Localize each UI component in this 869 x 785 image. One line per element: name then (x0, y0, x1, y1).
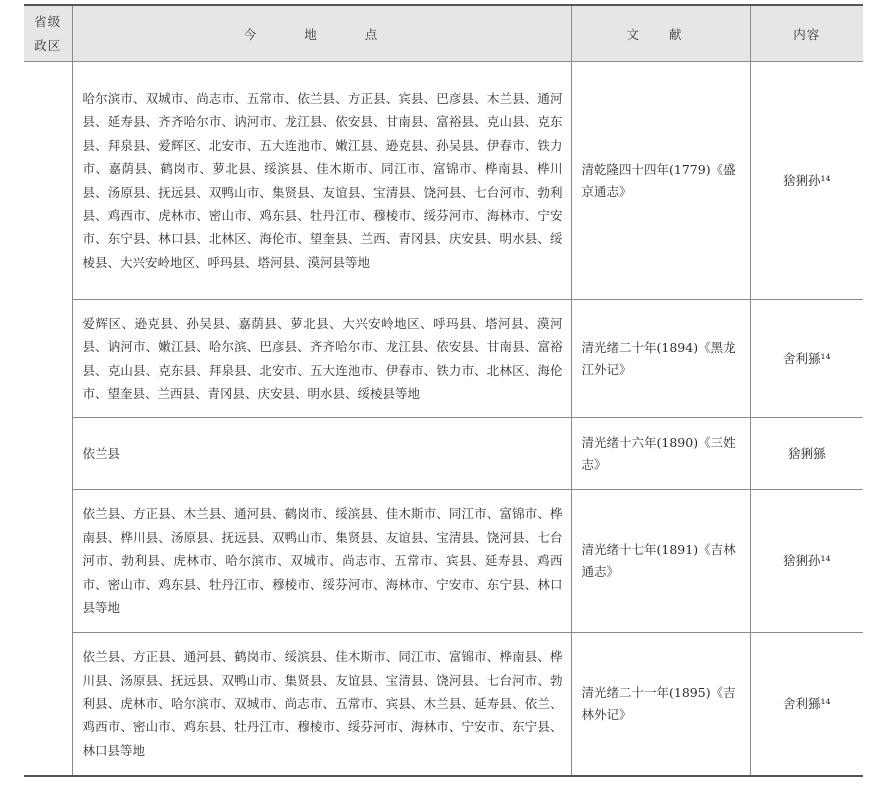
table-row (24, 300, 863, 418)
header-content: 内容 (750, 5, 863, 62)
document-cell: 清光绪十六年(1890)《三姓志》 (571, 418, 750, 490)
place-cell: 依兰县、方正县、木兰县、通河县、鹤岗市、绥滨县、佳木斯市、同江市、富锦市、桦南县、桦川县、汤原县、抚远县、双鸭山市、集贤县、友谊县、宝清县、饶河县、七台河市、勃利县、虎林市、哈尔滨市、双城市、尚志市、五常市、宾县、延寿县、鸡西市、密山市、鸡东县、牡丹江市、穆棱市、绥芬河市、海林市、宁安市、东宁县、林口县等地 (72, 490, 571, 633)
content-cell: 猞猁孙¹⁴ (750, 490, 863, 633)
table-row (24, 418, 863, 490)
header-document: 文 献 (571, 5, 750, 62)
table-row (24, 633, 863, 776)
place-cell: 依兰县 (72, 418, 571, 490)
document-cell: 清光绪十七年(1891)《吉林通志》 (571, 490, 750, 633)
document-cell: 清光绪二十年(1894)《黑龙江外记》 (571, 300, 750, 418)
header-row (24, 5, 863, 62)
place-cell: 爱辉区、逊克县、孙吴县、嘉荫县、萝北县、大兴安岭地区、呼玛县、塔河县、漠河县、讷河市、嫩江县、哈尔滨、巴彦县、齐齐哈尔市、龙江县、依安县、甘南县、富裕县、克山县、克东县、拜泉县、北安市、五大连池市、伊春市、铁力市、北林区、海伦市、望奎县、兰西县、青冈县、庆安县、明水县、绥棱县等地 (72, 300, 571, 418)
content-cell: 猞猁孙¹⁴ (750, 62, 863, 300)
document-cell: 清光绪二十一年(1895)《吉林外记》 (571, 633, 750, 776)
province-cell (24, 62, 72, 776)
header-place: 今 地 点 (72, 5, 571, 62)
content-cell: 舍利猻¹⁴ (750, 300, 863, 418)
header-province: 省级政区 (24, 5, 72, 62)
locations-table (24, 4, 863, 777)
place-cell: 哈尔滨市、双城市、尚志市、五常市、依兰县、方正县、宾县、巴彦县、木兰县、通河县、延寿县、齐齐哈尔市、讷河市、龙江县、依安县、甘南县、富裕县、克山县、克东县、拜泉县、爱辉区、北安市、五大连池市、嫩江县、逊克县、孙吴县、伊春市、铁力市、嘉荫县、鹤岗市、萝北县、绥滨县、佳木斯市、同江市、富锦市、桦南县、桦川县、汤原县、抚远县、双鸭山市、集贤县、友谊县、宝清县、饶河县、七台河市、勃利县、鸡西市、虎林市、密山市、鸡东县、牡丹江市、穆棱市、绥芬河市、海林市、宁安市、东宁县、林口县、北林区、海伦市、望奎县、兰西、青冈县、庆安县、明水县、绥棱县、大兴安岭地区、呼玛县、塔河县、漠河县等地 (72, 62, 571, 300)
place-cell: 依兰县、方正县、通河县、鹤岗市、绥滨县、佳木斯市、同江市、富锦市、桦南县、桦川县、汤原县、抚远县、双鸭山市、集贤县、友谊县、宝清县、饶河县、七台河市、勃利县、虎林市、哈尔滨市、双城市、尚志市、五常市、宾县、木兰县、延寿县、依兰、鸡西市、密山市、鸡东县、牡丹江市、穆棱市、绥芬河市、海林市、宁安市、东宁县、林口县等地 (72, 633, 571, 776)
table-row (24, 490, 863, 633)
content-cell: 舍利猻¹⁴ (750, 633, 863, 776)
table-row (24, 62, 863, 300)
content-cell: 猞猁猻 (750, 418, 863, 490)
document-cell: 清乾隆四十四年(1779)《盛京通志》 (571, 62, 750, 300)
